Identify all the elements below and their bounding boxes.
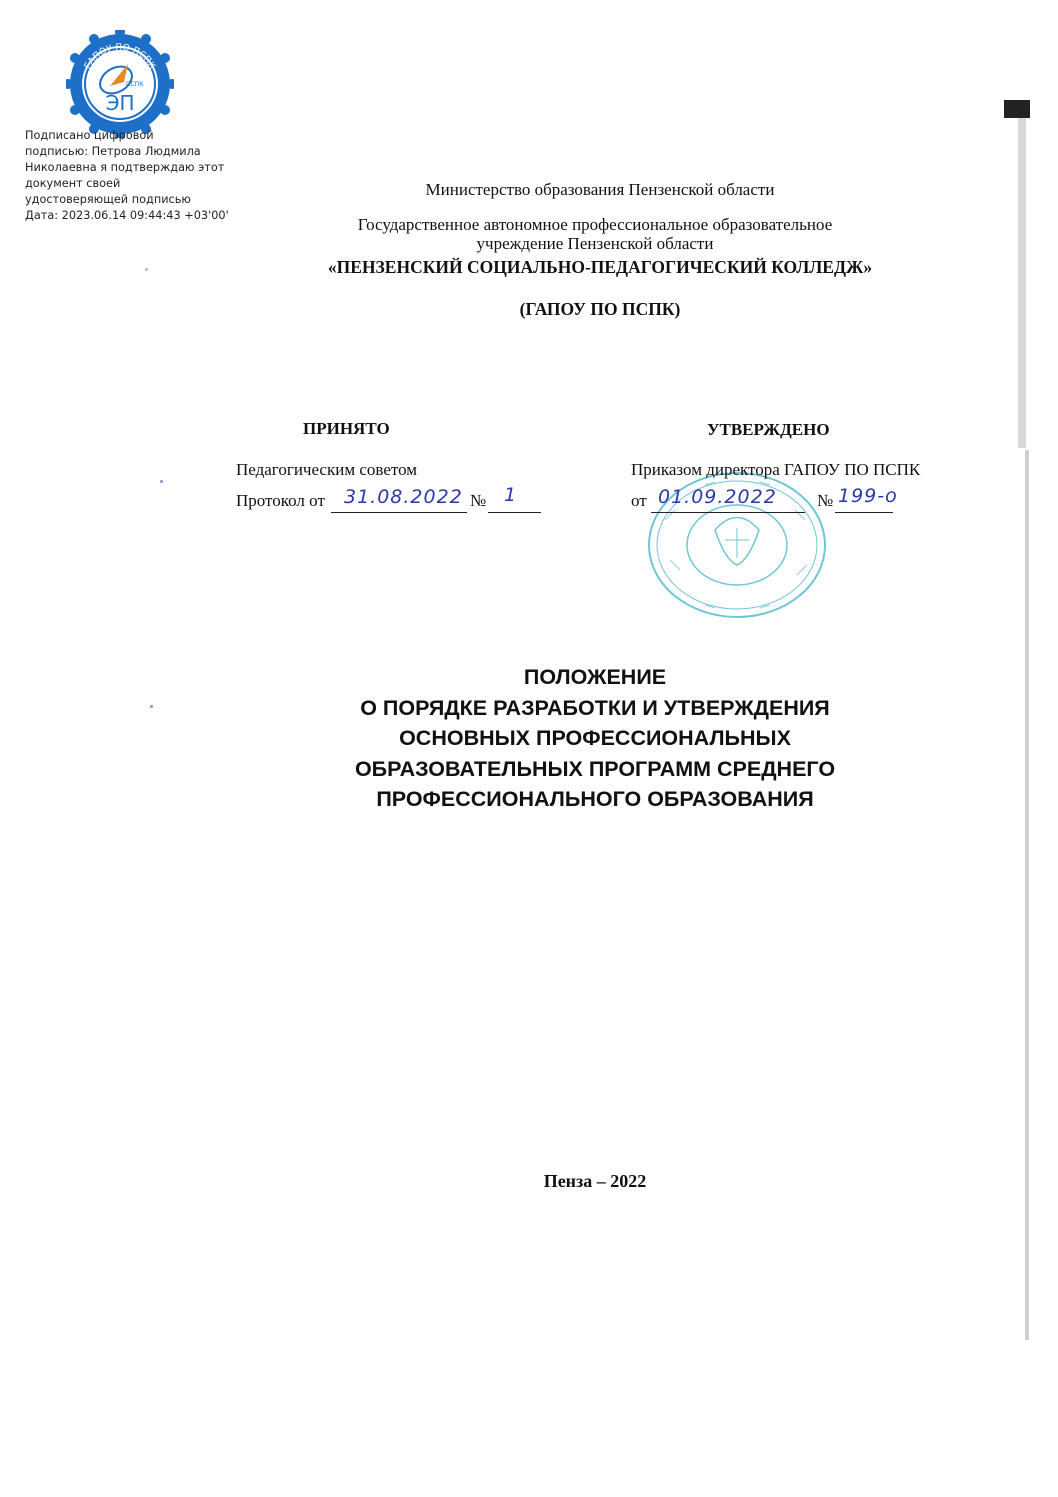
svg-text:ГАПОУ ПО ПСПК: ГАПОУ ПО ПСПК: [83, 42, 157, 72]
scan-speck: [150, 705, 153, 708]
protocol-number-sign: №: [470, 491, 487, 510]
title-line: ПРОФЕССИОНАЛЬНОГО ОБРАЗОВАНИЯ: [376, 787, 814, 811]
order-number-underline: [835, 512, 893, 513]
scan-speck: [145, 268, 148, 271]
college-abbreviation: (ГАПОУ ПО ПСПК): [519, 299, 681, 319]
signature-date: Дата: 2023.06.14 09:44:43 +03'00': [25, 209, 229, 222]
accepted-body: Педагогическим советом: [236, 460, 417, 479]
approved-label: УТВЕРЖДЕНО: [707, 420, 830, 439]
order-number-handwritten: 199-о: [838, 485, 898, 507]
institution-name-line1: Государственное автономное профессиональное образовательное: [357, 215, 833, 234]
title-line: ПОЛОЖЕНИЕ: [523, 665, 667, 689]
digital-signature-text: [25, 128, 245, 224]
protocol-number-underline: [488, 512, 541, 513]
protocol-date-underline: [331, 512, 467, 513]
scan-edge-mark: [1004, 100, 1030, 118]
ministry-name: Министерство образования Пензенской области: [425, 180, 775, 199]
accepted-label: ПРИНЯТО: [303, 419, 390, 438]
order-date-handwritten: 01.09.2022: [658, 486, 777, 508]
city-year: Пенза – 2022: [543, 1171, 647, 1191]
title-line: ОБРАЗОВАТЕЛЬНЫХ ПРОГРАММ СРЕДНЕГО: [354, 756, 836, 781]
protocol-date-handwritten: 31.08.2022: [344, 486, 463, 508]
college-name: «ПЕНЗЕНСКИЙ СОЦИАЛЬНО-ПЕДАГОГИЧЕСКИЙ КОЛЛЕДЖ»: [327, 257, 873, 277]
scan-edge-shadow: [1025, 450, 1029, 1340]
protocol-prefix: Протокол от: [236, 491, 325, 510]
digital-signature-seal-icon: [66, 30, 174, 138]
order-number-sign: №: [817, 491, 834, 510]
signature-line: документ своей: [25, 177, 121, 190]
document-title: [150, 662, 1040, 815]
scan-speck: [160, 480, 163, 483]
svg-text:ЭП: ЭП: [105, 91, 135, 115]
approved-prefix: от: [631, 491, 647, 510]
order-date-underline: [651, 512, 805, 513]
scan-edge-shadow: [1018, 118, 1026, 448]
signature-line: удостоверяющей подписью: [25, 193, 191, 206]
signature-line: Подписано цифровой: [25, 129, 154, 142]
protocol-number-handwritten: 1: [504, 484, 518, 506]
title-line: О ПОРЯДКЕ РАЗРАБОТКИ И УТВЕРЖДЕНИЯ: [360, 695, 830, 720]
svg-text:ПСПК: ПСПК: [126, 81, 144, 88]
signature-line: Николаевна я подтверждаю этот: [25, 161, 225, 174]
institution-name-line2: учреждение Пензенской области: [476, 234, 714, 253]
signature-line: подписью: Петрова Людмила: [25, 145, 201, 158]
title-line: ОСНОВНЫХ ПРОФЕССИОНАЛЬНЫХ: [399, 726, 791, 750]
approved-body: Приказом директора ГАПОУ ПО ПСПК: [631, 460, 921, 479]
